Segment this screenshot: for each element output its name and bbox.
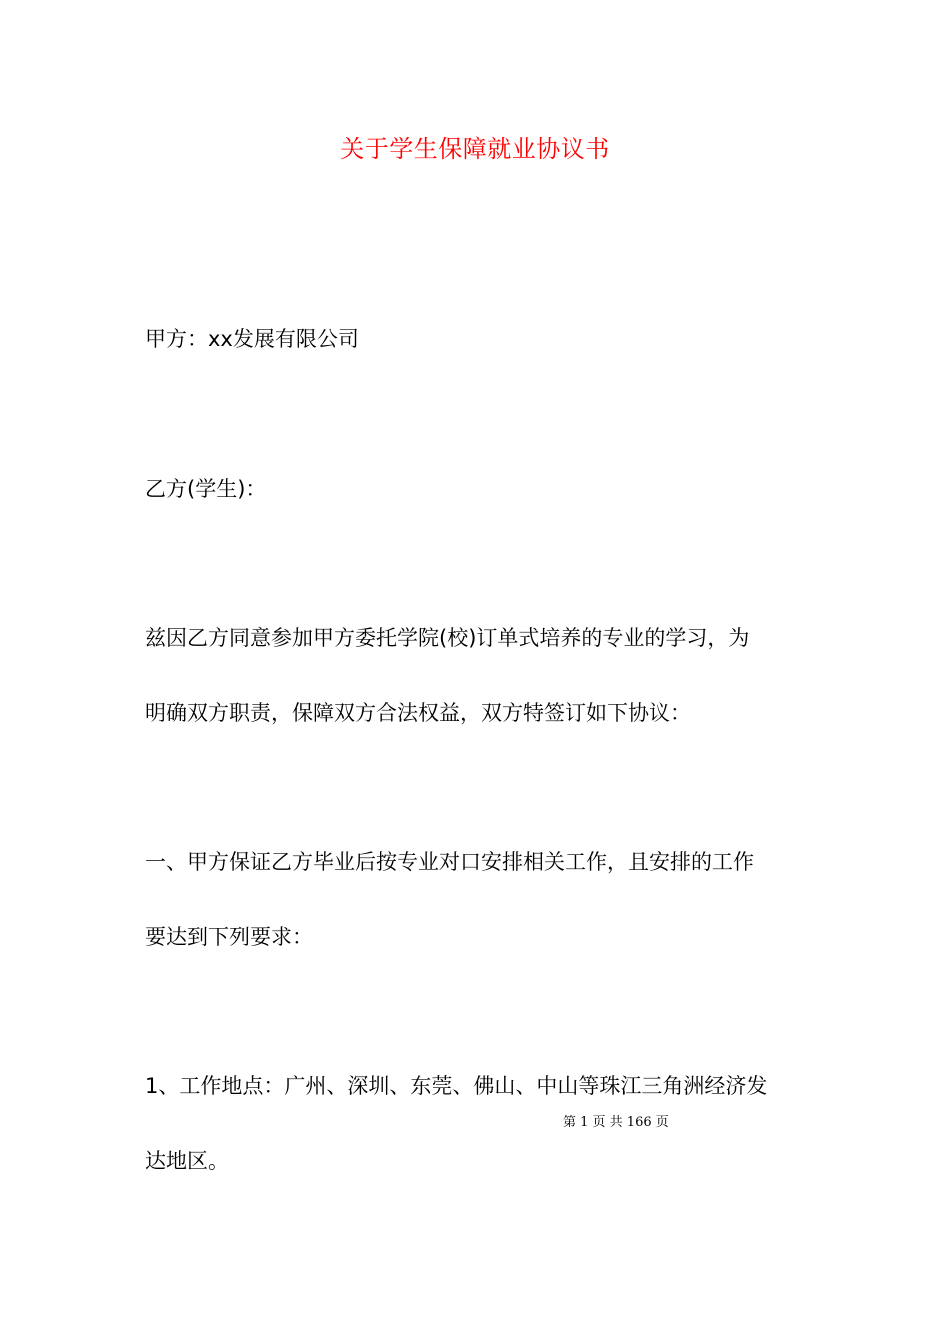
clause-one-line: 要达到下列要求：	[145, 925, 313, 949]
item-one-line: 1、工作地点：广州、深圳、东莞、佛山、中山等珠江三角洲经济发	[145, 1074, 768, 1098]
clause-one-line: 一、甲方保证乙方毕业后按专业对口安排相关工作，且安排的工作	[145, 850, 754, 874]
page-footer: 第 1 页 共 166 页	[563, 1115, 669, 1130]
party-a-line: 甲方：xx发展有限公司	[145, 327, 359, 351]
party-b-line: 乙方(学生)：	[145, 477, 267, 501]
item-one-line: 达地区。	[145, 1149, 229, 1173]
document-title: 关于学生保障就业协议书	[340, 135, 610, 163]
paragraph-line: 兹因乙方同意参加甲方委托学院(校)订单式培养的专业的学习，为	[145, 626, 750, 650]
paragraph-line: 明确双方职责，保障双方合法权益，双方特签订如下协议：	[145, 701, 691, 725]
